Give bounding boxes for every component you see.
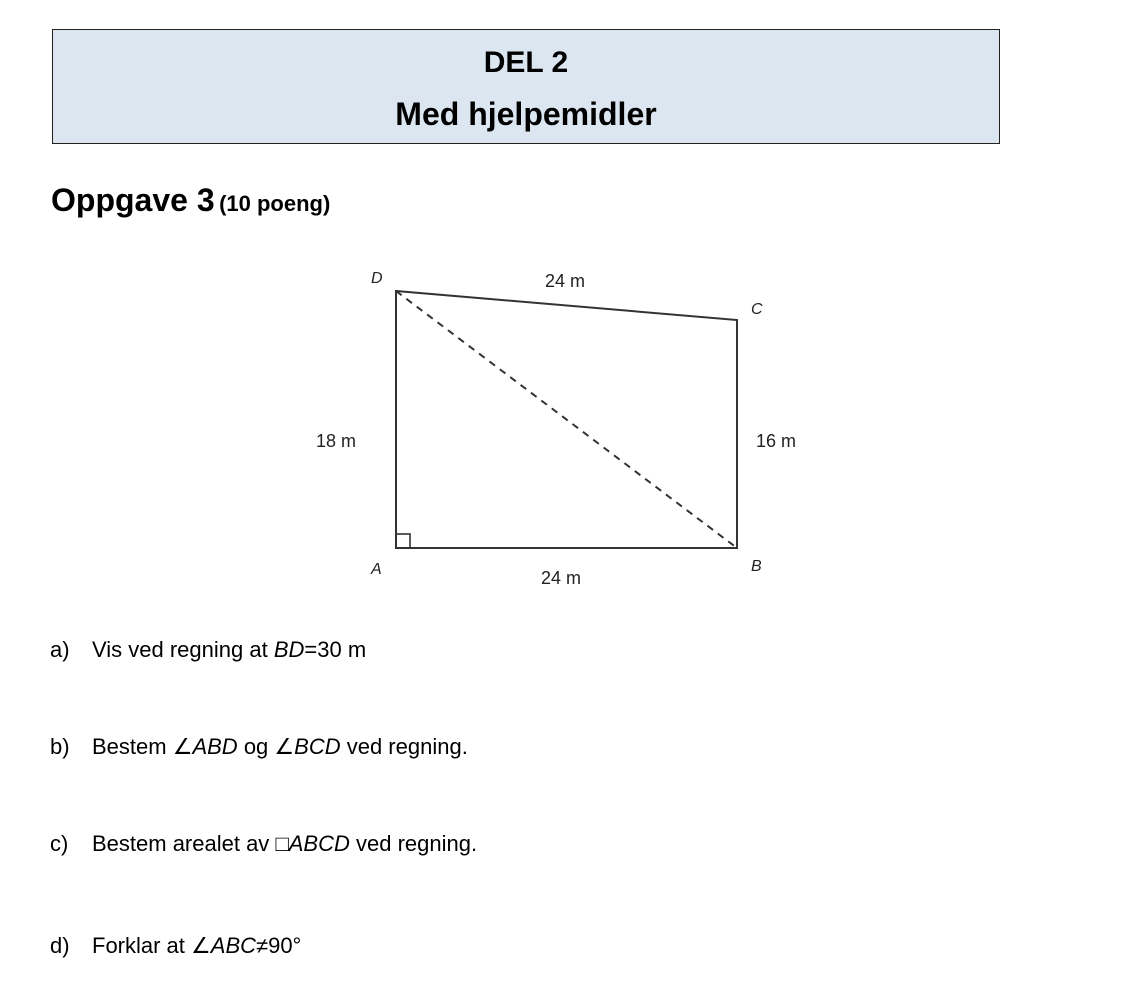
question-tail: =30 m (304, 637, 367, 662)
right-angle-marker (396, 534, 410, 548)
question-tail: ≠90° (256, 933, 302, 958)
question-tail: ved regning. (355, 831, 478, 856)
task-title: Oppgave 3 (51, 182, 215, 218)
side-ab-length: 24 m (541, 568, 582, 588)
question-text: Vis ved regning at (92, 637, 268, 662)
diagonal-bd (396, 291, 737, 548)
task-points: (10 poeng) (219, 191, 331, 216)
question-b (50, 733, 468, 761)
question-mid: og (243, 734, 269, 759)
question-math: ∠ABC (191, 933, 257, 958)
question-c (50, 830, 477, 858)
question-text: Bestem (92, 734, 167, 759)
question-math: BD (273, 637, 305, 662)
part-title: DEL 2 (483, 46, 569, 79)
side-ad-length: 18 m (316, 431, 357, 451)
vertex-a-label: A (371, 561, 382, 578)
question-math: ∠BCD (274, 734, 341, 759)
quadrilateral-symbol: □ (275, 831, 289, 856)
question-tail: ved regning. (346, 734, 468, 759)
side-dc-length: 24 m (545, 271, 586, 291)
side-bc-length: 16 m (756, 431, 797, 451)
question-math: ABCD (288, 831, 350, 856)
question-a (50, 636, 366, 664)
question-math: ∠ABD (172, 734, 238, 759)
question-letter: b) (50, 734, 70, 759)
part-subtitle: Med hjelpemidler (395, 96, 657, 132)
question-text: Forklar at (92, 933, 185, 958)
vertex-d-label: D (371, 270, 383, 287)
vertex-b-label: B (751, 558, 762, 575)
question-d (50, 932, 301, 960)
vertex-c-label: C (751, 301, 763, 318)
question-letter: d) (50, 933, 70, 958)
question-letter: a) (50, 637, 70, 662)
question-text: Bestem arealet av (92, 831, 270, 856)
question-letter: c) (50, 831, 69, 856)
